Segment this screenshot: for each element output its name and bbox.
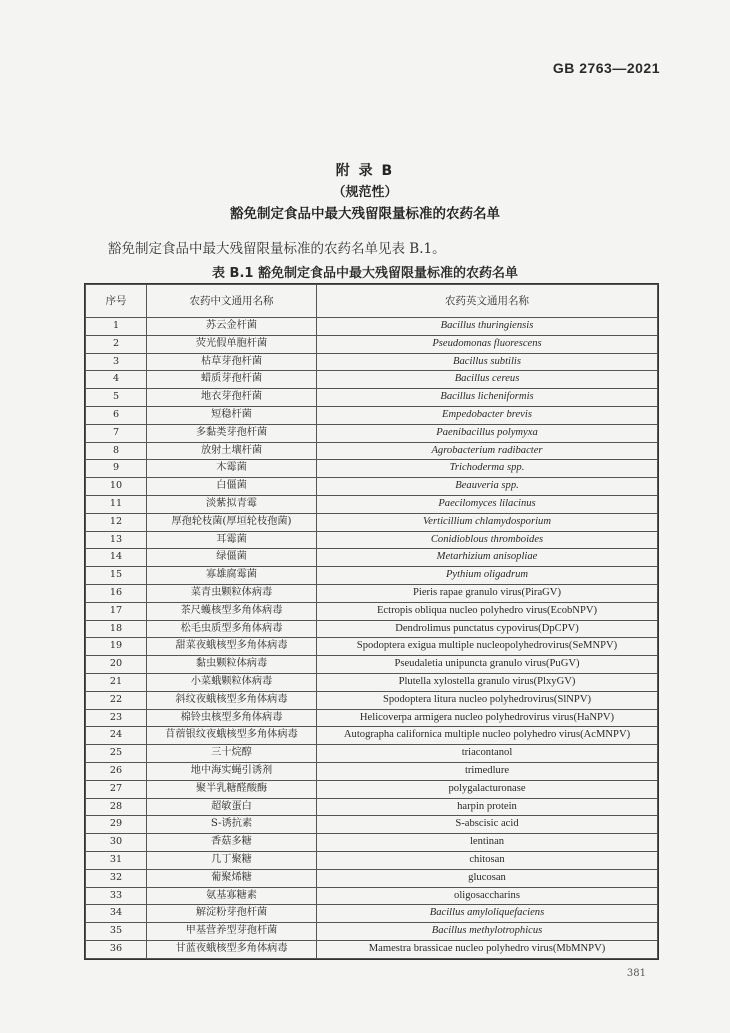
- table-row: [86, 335, 658, 353]
- row-number: 27: [86, 780, 147, 798]
- row-number: 6: [86, 406, 147, 424]
- table-body: [86, 318, 658, 959]
- table-row: [86, 531, 658, 549]
- chinese-name-cell: 香菇多糖: [147, 834, 317, 852]
- chinese-name-cell: 苏云金杆菌: [147, 318, 317, 336]
- table-header-row: [86, 285, 658, 318]
- table-row: [86, 389, 658, 407]
- english-name-cell: Pieris rapae granulo virus(PiraGV): [317, 584, 658, 602]
- chinese-name-cell: 松毛虫质型多角体病毒: [147, 620, 317, 638]
- row-number: 35: [86, 923, 147, 941]
- english-name-cell: lentinan: [317, 834, 658, 852]
- row-number: 16: [86, 584, 147, 602]
- chinese-name-cell: 短稳杆菌: [147, 406, 317, 424]
- row-number: 31: [86, 851, 147, 869]
- table-row: [86, 656, 658, 674]
- english-name-cell: Mamestra brassicae nucleo polyhedro virus(MbMNPV): [317, 940, 658, 958]
- english-name-cell: Empedobacter brevis: [317, 406, 658, 424]
- table-row: [86, 887, 658, 905]
- chinese-name-cell: 葡聚烯糖: [147, 869, 317, 887]
- english-name-cell: Bacillus thuringiensis: [317, 318, 658, 336]
- row-number: 36: [86, 940, 147, 958]
- chinese-name-cell: 聚半乳糖醛酸酶: [147, 780, 317, 798]
- col-header-chinese-name: 农药中文通用名称: [147, 285, 317, 318]
- english-name-cell: Pythium oligadrum: [317, 567, 658, 585]
- table-row: [86, 513, 658, 531]
- row-number: 8: [86, 442, 147, 460]
- table-row: [86, 638, 658, 656]
- row-number: 23: [86, 709, 147, 727]
- chinese-name-cell: 甘蓝夜蛾核型多角体病毒: [147, 940, 317, 958]
- table-row: [86, 691, 658, 709]
- row-number: 24: [86, 727, 147, 745]
- appendix-title: 豁免制定食品中最大残留限量标准的农药名单: [230, 206, 500, 222]
- row-number: 15: [86, 567, 147, 585]
- row-number: 17: [86, 602, 147, 620]
- table-row: [86, 816, 658, 834]
- table-row: [86, 762, 658, 780]
- chinese-name-cell: 淡紫拟青霉: [147, 495, 317, 513]
- row-number: 5: [86, 389, 147, 407]
- row-number: 21: [86, 673, 147, 691]
- english-name-cell: Verticillium chlamydosporium: [317, 513, 658, 531]
- table-row: [86, 745, 658, 763]
- chinese-name-cell: 寡雄腐霉菌: [147, 567, 317, 585]
- english-name-cell: Spodoptera exigua multiple nucleopolyhedrovirus(SeMNPV): [317, 638, 658, 656]
- chinese-name-cell: 厚孢轮枝菌(厚垣轮枝孢菌): [147, 513, 317, 531]
- chinese-name-cell: 绿僵菌: [147, 549, 317, 567]
- chinese-name-cell: 黏虫颗粒体病毒: [147, 656, 317, 674]
- english-name-cell: Pseudomonas fluorescens: [317, 335, 658, 353]
- english-name-cell: trimedlure: [317, 762, 658, 780]
- row-number: 19: [86, 638, 147, 656]
- standard-code: GB 2763—2021: [552, 60, 660, 76]
- english-name-cell: S-abscisic acid: [317, 816, 658, 834]
- chinese-name-cell: 枯草芽孢杆菌: [147, 353, 317, 371]
- english-name-cell: Pseudaletia unipuncta granulo virus(PuGV): [317, 656, 658, 674]
- row-number: 9: [86, 460, 147, 478]
- row-number: 4: [86, 371, 147, 389]
- chinese-name-cell: S-诱抗素: [147, 816, 317, 834]
- table-row: [86, 406, 658, 424]
- row-number: 29: [86, 816, 147, 834]
- chinese-name-cell: 菜青虫颗粒体病毒: [147, 584, 317, 602]
- pesticide-table: [85, 284, 658, 959]
- chinese-name-cell: 棉铃虫核型多角体病毒: [147, 709, 317, 727]
- english-name-cell: triacontanol: [317, 745, 658, 763]
- row-number: 20: [86, 656, 147, 674]
- english-name-cell: Metarhizium anisopliae: [317, 549, 658, 567]
- english-name-cell: Conidioblous thromboides: [317, 531, 658, 549]
- table-row: [86, 478, 658, 496]
- english-name-cell: Helicoverpa armigera nucleo polyhedrovirus virus(HaNPV): [317, 709, 658, 727]
- row-number: 13: [86, 531, 147, 549]
- table-row: [86, 709, 658, 727]
- table-row: [86, 318, 658, 336]
- chinese-name-cell: 超敏蛋白: [147, 798, 317, 816]
- row-number: 18: [86, 620, 147, 638]
- table-row: [86, 495, 658, 513]
- english-name-cell: Autographa californica multiple nucleo polyhedro virus(AcMNPV): [317, 727, 658, 745]
- table-row: [86, 869, 658, 887]
- col-header-english-name: 农药英文通用名称: [317, 285, 658, 318]
- row-number: 33: [86, 887, 147, 905]
- table-row: [86, 442, 658, 460]
- table-row: [86, 353, 658, 371]
- chinese-name-cell: 苜蓿银纹夜蛾核型多角体病毒: [147, 727, 317, 745]
- english-name-cell: Ectropis obliqua nucleo polyhedro virus(EcobNPV): [317, 602, 658, 620]
- english-name-cell: Trichoderma spp.: [317, 460, 658, 478]
- row-number: 7: [86, 424, 147, 442]
- row-number: 12: [86, 513, 147, 531]
- col-header-number: 序号: [86, 285, 147, 318]
- english-name-cell: glucosan: [317, 869, 658, 887]
- table-row: [86, 940, 658, 958]
- table-row: [86, 620, 658, 638]
- table-row: [86, 780, 658, 798]
- row-number: 10: [86, 478, 147, 496]
- table-row: [86, 798, 658, 816]
- row-number: 3: [86, 353, 147, 371]
- row-number: 28: [86, 798, 147, 816]
- chinese-name-cell: 荧光假单胞杆菌: [147, 335, 317, 353]
- chinese-name-cell: 地衣芽孢杆菌: [147, 389, 317, 407]
- table-row: [86, 851, 658, 869]
- table-row: [86, 905, 658, 923]
- chinese-name-cell: 多黏类芽孢杆菌: [147, 424, 317, 442]
- chinese-name-cell: 小菜蛾颗粒体病毒: [147, 673, 317, 691]
- table-row: [86, 602, 658, 620]
- appendix-type: （规范性）: [332, 185, 398, 200]
- appendix-label: 附 录 B: [335, 163, 395, 179]
- chinese-name-cell: 地中海实蝇引诱剂: [147, 762, 317, 780]
- table-row: [86, 923, 658, 941]
- english-name-cell: chitosan: [317, 851, 658, 869]
- table-row: [86, 727, 658, 745]
- chinese-name-cell: 茶尺蠖核型多角体病毒: [147, 602, 317, 620]
- english-name-cell: Bacillus cereus: [317, 371, 658, 389]
- english-name-cell: Bacillus subtilis: [317, 353, 658, 371]
- english-name-cell: Dendrolimus punctatus cypovirus(DpCPV): [317, 620, 658, 638]
- chinese-name-cell: 解淀粉芽孢杆菌: [147, 905, 317, 923]
- english-name-cell: Bacillus licheniformis: [317, 389, 658, 407]
- english-name-cell: oligosaccharins: [317, 887, 658, 905]
- row-number: 34: [86, 905, 147, 923]
- table-row: [86, 549, 658, 567]
- table-row: [86, 834, 658, 852]
- chinese-name-cell: 甲基营养型芽孢杆菌: [147, 923, 317, 941]
- english-name-cell: Bacillus amyloliquefaciens: [317, 905, 658, 923]
- english-name-cell: Agrobacterium radibacter: [317, 442, 658, 460]
- chinese-name-cell: 斜纹夜蛾核型多角体病毒: [147, 691, 317, 709]
- table-row: [86, 584, 658, 602]
- chinese-name-cell: 三十烷醇: [147, 745, 317, 763]
- table-row: [86, 460, 658, 478]
- chinese-name-cell: 氨基寡糖素: [147, 887, 317, 905]
- table-row: [86, 371, 658, 389]
- english-name-cell: Paecilomyces lilacinus: [317, 495, 658, 513]
- pesticide-table-container: [84, 283, 659, 960]
- english-name-cell: Paenibacillus polymyxa: [317, 424, 658, 442]
- chinese-name-cell: 放射土壤杆菌: [147, 442, 317, 460]
- english-name-cell: Beauveria spp.: [317, 478, 658, 496]
- english-name-cell: harpin protein: [317, 798, 658, 816]
- row-number: 32: [86, 869, 147, 887]
- english-name-cell: Bacillus methylotrophicus: [317, 923, 658, 941]
- table-caption: 表 B.1 豁免制定食品中最大残留限量标准的农药名单: [212, 266, 518, 281]
- chinese-name-cell: 几丁聚糖: [147, 851, 317, 869]
- row-number: 26: [86, 762, 147, 780]
- row-number: 1: [86, 318, 147, 336]
- table-row: [86, 424, 658, 442]
- row-number: 11: [86, 495, 147, 513]
- row-number: 14: [86, 549, 147, 567]
- row-number: 2: [86, 335, 147, 353]
- chinese-name-cell: 耳霉菌: [147, 531, 317, 549]
- row-number: 30: [86, 834, 147, 852]
- page-number: 381: [626, 968, 646, 979]
- chinese-name-cell: 木霉菌: [147, 460, 317, 478]
- chinese-name-cell: 甜菜夜蛾核型多角体病毒: [147, 638, 317, 656]
- chinese-name-cell: 白僵菌: [147, 478, 317, 496]
- english-name-cell: Spodoptera litura nucleo polyhedrovirus(SlNPV): [317, 691, 658, 709]
- row-number: 22: [86, 691, 147, 709]
- row-number: 25: [86, 745, 147, 763]
- english-name-cell: Plutella xylostella granulo virus(PlxyGV): [317, 673, 658, 691]
- intro-paragraph: 豁免制定食品中最大残留限量标准的农药名单见表 B.1。: [108, 241, 446, 257]
- table-row: [86, 673, 658, 691]
- table-row: [86, 567, 658, 585]
- english-name-cell: polygalacturonase: [317, 780, 658, 798]
- chinese-name-cell: 蜡质芽孢杆菌: [147, 371, 317, 389]
